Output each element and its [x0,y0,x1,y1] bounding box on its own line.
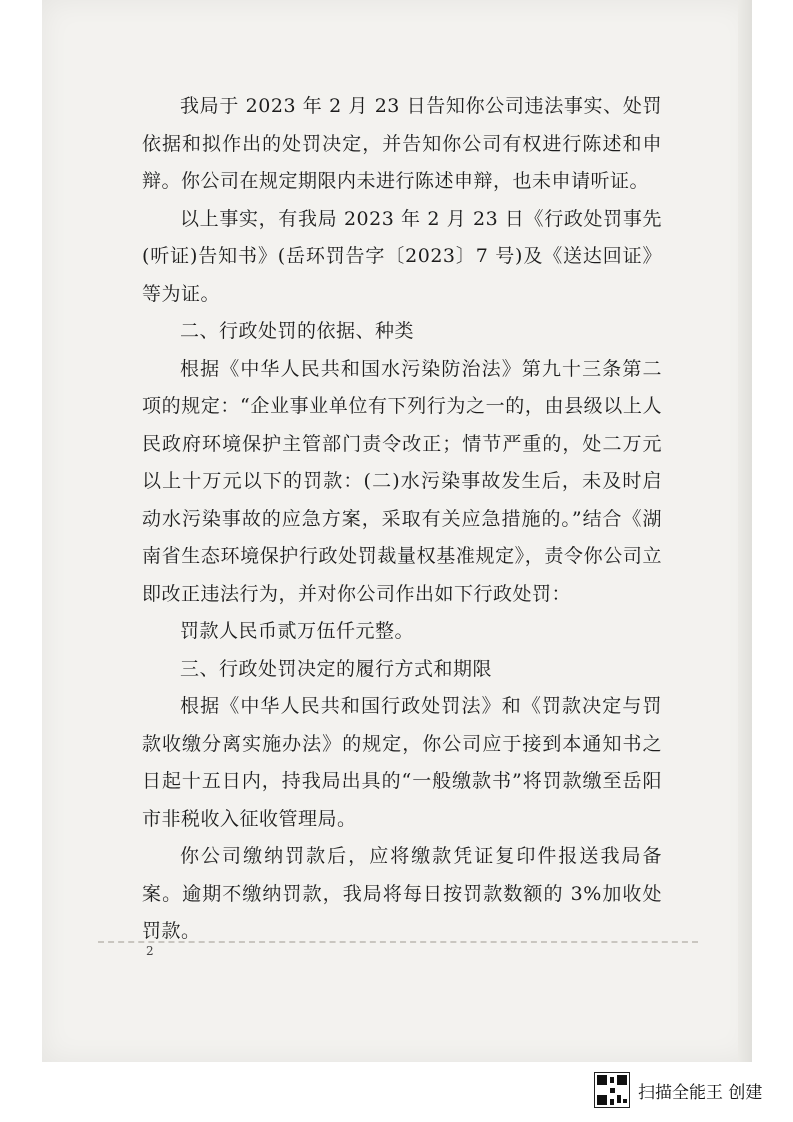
paragraph-notice: 我局于 2023 年 2 月 23 日告知你公司违法事实、处罚依据和拟作出的处罚决定，并告知你公司有权进行陈述和申辩。你公司在规定期限内未进行陈述申辩，也未申请听证。 [142,95,662,192]
qr-code-icon [594,1072,630,1108]
scanner-watermark [594,1070,784,1110]
paragraph-late-fee: 你公司缴纳罚款后，应将缴款凭证复印件报送我局备案。逾期不缴纳罚款，我局将每日按罚款数额的 3%加收处罚款。 [142,845,662,942]
scan-edge [738,0,752,1062]
section-heading-payment: 三、行政处罚决定的履行方式和期限 [180,657,493,680]
paragraph-legal-basis: 根据《中华人民共和国水污染防治法》第九十三条第二项的规定：“企业事业单位有下列行为之一的，由县级以上人民政府环境保护主管部门责令改正；情节严重的，处二万元以上十万元以下的罚款：(二)水污染事故发生后，未及时启动水污染事故的应急方案，采取有关应急措施的。”结合《湖南省生态环境保护行政处罚裁量权基准规定》，责令你公司立即改正违法行为，并对你公司作出如下行政处罚： [142,357,662,605]
paragraph-payment-method: 根据《中华人民共和国行政处罚法》和《罚款决定与罚款收缴分离实施办法》的规定，你公司应于接到本通知书之日起十五日内，持我局出具的“一般缴款书”将罚款缴至岳阳市非税收入征收管理局。 [142,695,662,830]
watermark-text: 扫描全能王 创建 [638,1082,763,1103]
footer-rule [98,941,698,943]
page-number: 2 [146,944,154,958]
section-heading-basis: 二、行政处罚的依据、种类 [180,320,415,342]
document-body [142,88,662,951]
paragraph-evidence: 以上事实，有我局 2023 年 2 月 23 日《行政处罚事先(听证)告知书》(岳环罚告字〔2023〕7 号)及《送达回证》等为证。 [142,207,662,305]
paragraph-penalty-amount: 罚款人民币贰万伍仟元整。 [180,620,415,642]
